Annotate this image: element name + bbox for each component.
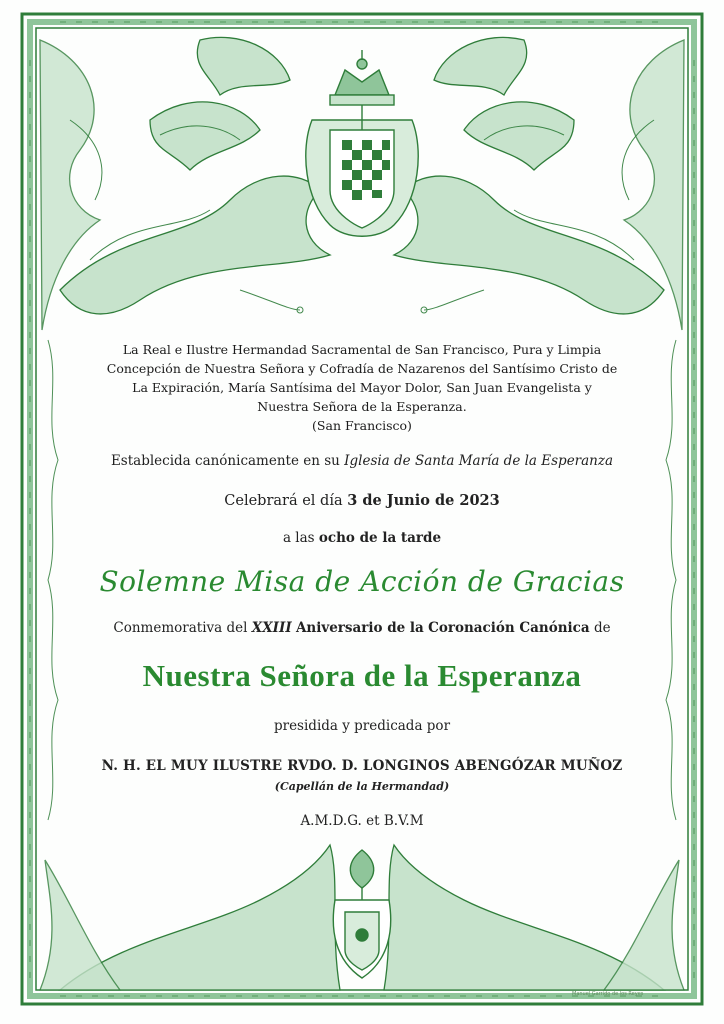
date-prefix: Celebrará el día — [224, 493, 343, 509]
church-name: Iglesia de Santa María de la Esperanza — [344, 453, 614, 469]
commem-middle: Aniversario de la — [295, 620, 424, 636]
intro-line-1: La Real e Ilustre Hermandad Sacramental de San Francisco, Pura y Limpia — [122, 342, 602, 357]
lady-title: Nuestra Señora de la Esperanza — [142, 658, 582, 693]
commem-ordinal: XXIII — [251, 620, 292, 636]
top-crest — [306, 50, 418, 236]
time-value: ocho de la tarde — [318, 530, 442, 546]
time-prefix: a las — [282, 530, 315, 546]
intro-line-5: (San Francisco) — [312, 418, 412, 433]
time-line — [60, 530, 664, 546]
established-prefix: Establecida canónicamente en su — [110, 453, 340, 469]
bottom-crest — [333, 850, 390, 978]
artist-signature: Manuel Garrido de los Reyes — [572, 991, 644, 997]
priest-name: N. H. EL MUY ILUSTRE RVDO. D. LONGINOS ABENGÓZAR MUÑOZ — [101, 758, 623, 774]
intro-line-4: Nuestra Señora de la Esperanza. — [257, 399, 467, 414]
amdg-line: A.M.D.G. et B.V.M — [300, 813, 424, 829]
commem-suffix: de — [593, 620, 611, 636]
established-line — [60, 453, 664, 469]
date-line — [60, 492, 664, 509]
commem-event: Coronación Canónica — [428, 620, 590, 636]
intro-line-3: La Expiración, María Santísima del Mayor Dolor, San Juan Evangelista y — [132, 380, 592, 395]
brotherhood-intro — [60, 340, 664, 435]
date-value: 3 de Junio de 2023 — [347, 492, 500, 509]
commem-prefix: Conmemorativa del — [113, 620, 248, 636]
commemoration-line — [60, 620, 664, 636]
intro-line-2: Concepción de Nuestra Señora y Cofradía de Nazarenos del Santísimo Cristo de — [106, 361, 618, 376]
mass-title: Solemne Misa de Acción de Gracias — [99, 565, 625, 598]
chaplain-note: (Capellán de la Hermandad) — [274, 780, 450, 793]
presided-line: presidida y predicada por — [273, 718, 451, 734]
